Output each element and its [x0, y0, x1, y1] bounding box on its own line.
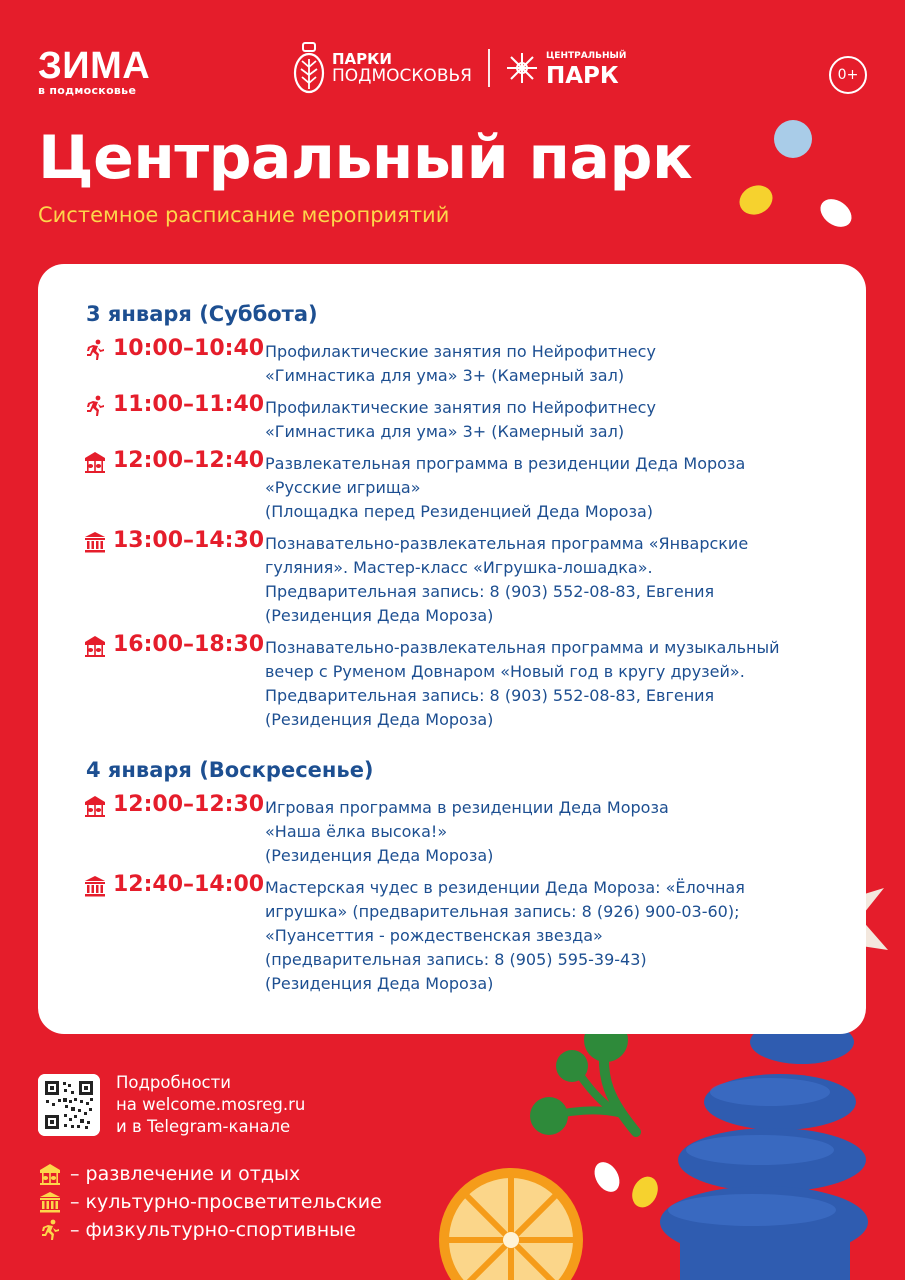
parks-logo-line1: ПАРКИ [332, 50, 392, 68]
event-description-line: (Площадка перед Резиденцией Деда Мороза) [265, 502, 654, 521]
event-description-line: Игровая программа в резиденции Деда Мороза [265, 798, 669, 817]
event-description-line: «Пуансеттия - рождественская звезда» [265, 926, 603, 945]
event-description [265, 796, 825, 868]
event-description [265, 340, 825, 388]
central-park-logo-line1: ЦЕНТРАЛЬНЫЙ [545, 51, 627, 61]
details-line: Подробности [116, 1073, 231, 1092]
zima-logo-text: ЗИМА [38, 45, 151, 87]
event-description-line: (Резиденция Деда Мороза) [265, 974, 494, 993]
carousel-icon [84, 451, 106, 473]
event-description-line: Профилактические занятия по Нейрофитнесу [265, 398, 656, 417]
legend-label: – физкультурно-спортивные [70, 1219, 356, 1241]
central-park-logo-line2: ПАРК [545, 63, 619, 89]
day-heading: 3 января (Суббота) [86, 302, 318, 326]
event-description-line: (Резиденция Деда Мороза) [265, 606, 494, 625]
event-description [265, 396, 825, 444]
carousel-icon [84, 635, 106, 657]
event-time: 10:00–10:40 [113, 336, 265, 361]
event-description [265, 452, 825, 524]
event-description [265, 636, 825, 732]
snowflake-icon [506, 52, 538, 84]
details-line: и в Telegram-канале [116, 1117, 291, 1136]
legend-label: – культурно-просветительские [70, 1191, 382, 1213]
event-time: 12:00–12:40 [113, 448, 265, 473]
event-description-line: «Наша ёлка высока!» [265, 822, 448, 841]
zima-logo-subtext: в подмосковье [38, 84, 137, 97]
details-info [116, 1072, 305, 1138]
event-time: 11:00–11:40 [113, 392, 265, 417]
museum-icon [84, 531, 106, 553]
carousel-icon [84, 795, 106, 817]
event-description [265, 876, 825, 996]
event-description-line: вечер с Руменом Довнаром «Новый год в кругу друзей». [265, 662, 745, 681]
event-description-line: гуляния». Мастер-класс «Игрушка-лошадка». [265, 558, 653, 577]
museum-icon [38, 1191, 62, 1213]
leaf-icon [292, 41, 326, 95]
event-time: 12:40–14:00 [113, 872, 265, 897]
qr-code[interactable] [38, 1074, 100, 1136]
runner-icon [84, 395, 106, 417]
museum-icon [84, 875, 106, 897]
event-description-line: (Резиденция Деда Мороза) [265, 710, 494, 729]
legend-label: – развлечение и отдых [70, 1163, 301, 1185]
event-description-line: Предварительная запись: 8 (903) 552-08-83, Евгения [265, 686, 715, 705]
event-time: 13:00–14:30 [113, 528, 265, 553]
event-description-line: «Гимнастика для ума» 3+ (Камерный зал) [265, 422, 625, 441]
event-time: 12:00–12:30 [113, 792, 265, 817]
event-description-line: Развлекательная программа в резиденции Деда Мороза [265, 454, 746, 473]
page-subtitle: Системное расписание мероприятий [38, 203, 450, 227]
event-description-line: Предварительная запись: 8 (903) 552-08-83, Евгения [265, 582, 715, 601]
legend-item [38, 1216, 438, 1244]
event-description-line: «Русские игрища» [265, 478, 421, 497]
event-description-line: Познавательно-развлекательная программа и музыкальный [265, 638, 780, 657]
event-description-line: «Гимнастика для ума» 3+ (Камерный зал) [265, 366, 625, 385]
event-description-line: Познавательно-развлекательная программа «Январские [265, 534, 749, 553]
parks-logo-group [292, 40, 626, 96]
day-heading: 4 января (Воскресенье) [86, 758, 374, 782]
schedule-card [38, 264, 866, 1034]
legend-item [38, 1188, 438, 1216]
event-description-line: Мастерская чудес в резиденции Деда Мороза: «Ёлочная [265, 878, 745, 897]
event-description-line: Профилактические занятия по Нейрофитнесу [265, 342, 656, 361]
runner-icon [38, 1219, 62, 1241]
logo-divider [488, 49, 490, 87]
event-time: 16:00–18:30 [113, 632, 265, 657]
details-link[interactable]: на welcome.mosreg.ru [116, 1095, 306, 1114]
parks-logo-line2: ПОДМОСКОВЬЯ [332, 66, 472, 86]
legend-item [38, 1160, 438, 1188]
zima-logo [38, 45, 151, 98]
event-description-line: (предварительная запись: 8 (905) 595-39-43) [265, 950, 647, 969]
runner-icon [84, 339, 106, 361]
age-rating-badge: 0+ [829, 56, 867, 94]
carousel-icon [38, 1163, 62, 1185]
event-description-line: (Резиденция Деда Мороза) [265, 846, 494, 865]
event-description [265, 532, 825, 628]
event-description-line: игрушка» (предварительная запись: 8 (926) 900-03-60); [265, 902, 740, 921]
page-title: Центральный парк [38, 123, 693, 193]
